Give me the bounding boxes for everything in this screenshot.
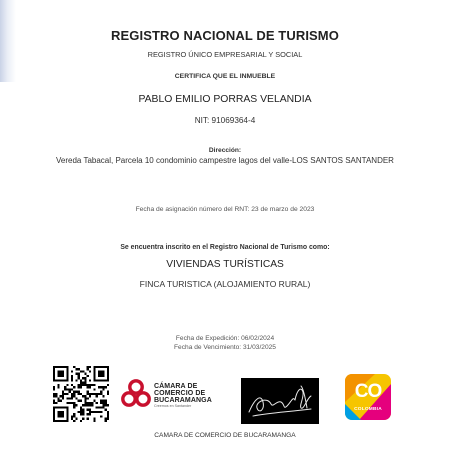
ccb-name-line2: COMERCIO DE: [154, 390, 206, 397]
owner-nit: NIT: 91069364-4: [194, 116, 256, 125]
ccb-name-line3: BUCARAMANGA: [154, 397, 212, 404]
owner-name: PABLO EMILIO PORRAS VELANDIA: [138, 94, 312, 105]
expiry-date: Fecha de Vencimiento: 31/03/2025: [174, 344, 276, 351]
registration-subcategory: FINCA TURISTICA (ALOJAMIENTO RURAL): [139, 279, 311, 289]
ccb-name-line1: CÁMARA DE: [154, 383, 198, 390]
ccb-knot-icon: [120, 377, 152, 415]
ccb-logo: [120, 374, 216, 416]
registration-category: VIVIENDAS TURÍSTICAS: [166, 259, 284, 270]
colombia-logo-word: COLOMBIA: [354, 407, 382, 412]
document-title: REGISTRO NACIONAL DE TURISMO: [111, 28, 339, 43]
colombia-logo-co: CO: [354, 381, 382, 402]
certifica-heading: CERTIFICA QUE EL INMUEBLE: [174, 73, 276, 80]
document-subtitle: REGISTRO ÚNICO EMPRESARIAL Y SOCIAL: [147, 50, 303, 59]
address-label: Dirección:: [208, 147, 242, 154]
qr-code[interactable]: [53, 366, 109, 422]
address-value: Vereda Tabacal, Parcela 10 condominio campestre lagos del valle-LOS SANTOS SANTANDER: [56, 156, 394, 165]
registration-intro: Se encuentra inscrito en el Registro Nacional de Turismo como:: [120, 244, 330, 251]
issue-date: Fecha de Expedición: 06/02/2024: [175, 335, 275, 342]
ccb-tagline: Creemos en Santander: [154, 404, 192, 408]
colombia-brand-logo: [345, 374, 391, 420]
rnt-assignment-date: Fecha de asignación número del RNT: 23 de marzo de 2023: [135, 206, 315, 213]
footer-issuer: CAMARA DE COMERCIO DE BUCARAMANGA: [154, 432, 296, 439]
signature-image: [241, 378, 319, 424]
